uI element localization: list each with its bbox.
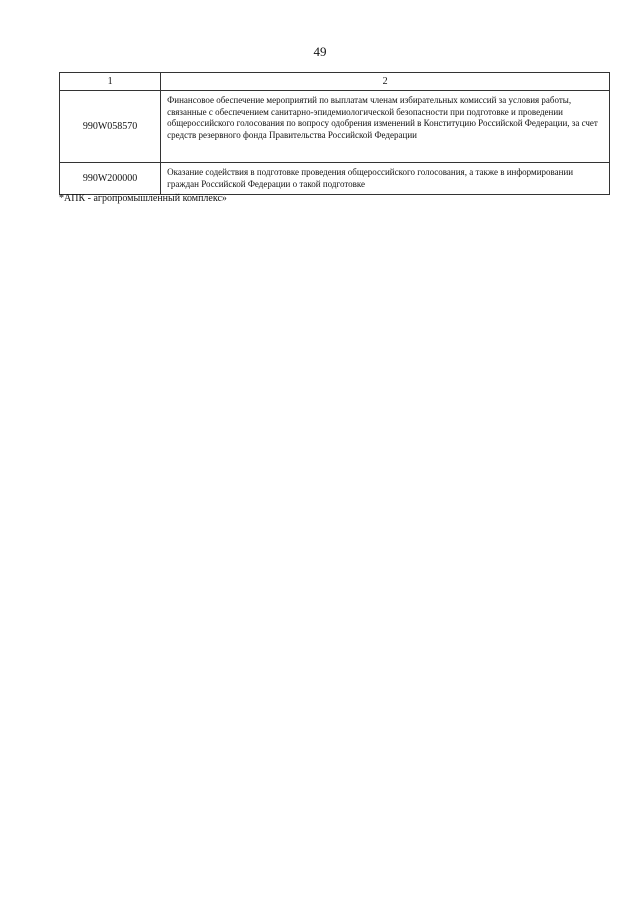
row-code-cell: 990W058570: [60, 91, 161, 163]
row-name-cell: Финансовое обеспечение мероприятий по выплатам членам избирательных комиссий за условия работы, связанные с обеспечением санитарно-эпидемиологической безопасности при подготовке и проведении общероссийского голосования по вопросу одобрения изменений в Конституцию Российской Федерации, за счет средств резервного фонда Правительства Российской Федерации: [161, 91, 610, 163]
column-header-name: 2: [161, 73, 610, 91]
table-header-row: [60, 73, 610, 91]
footnote: *АПК - агропромышленный комплекс»: [59, 193, 227, 204]
table-row: [60, 91, 610, 163]
column-header-code: 1: [60, 73, 161, 91]
row-name-cell: Оказание содействия в подготовке проведения общероссийского голосования, а также в информировании граждан Российской Федерации о такой подготовке: [161, 163, 610, 195]
table-row: [60, 163, 610, 195]
document-table: [59, 72, 610, 195]
page-number: 49: [313, 44, 327, 59]
row-code-cell: 990W200000: [60, 163, 161, 195]
